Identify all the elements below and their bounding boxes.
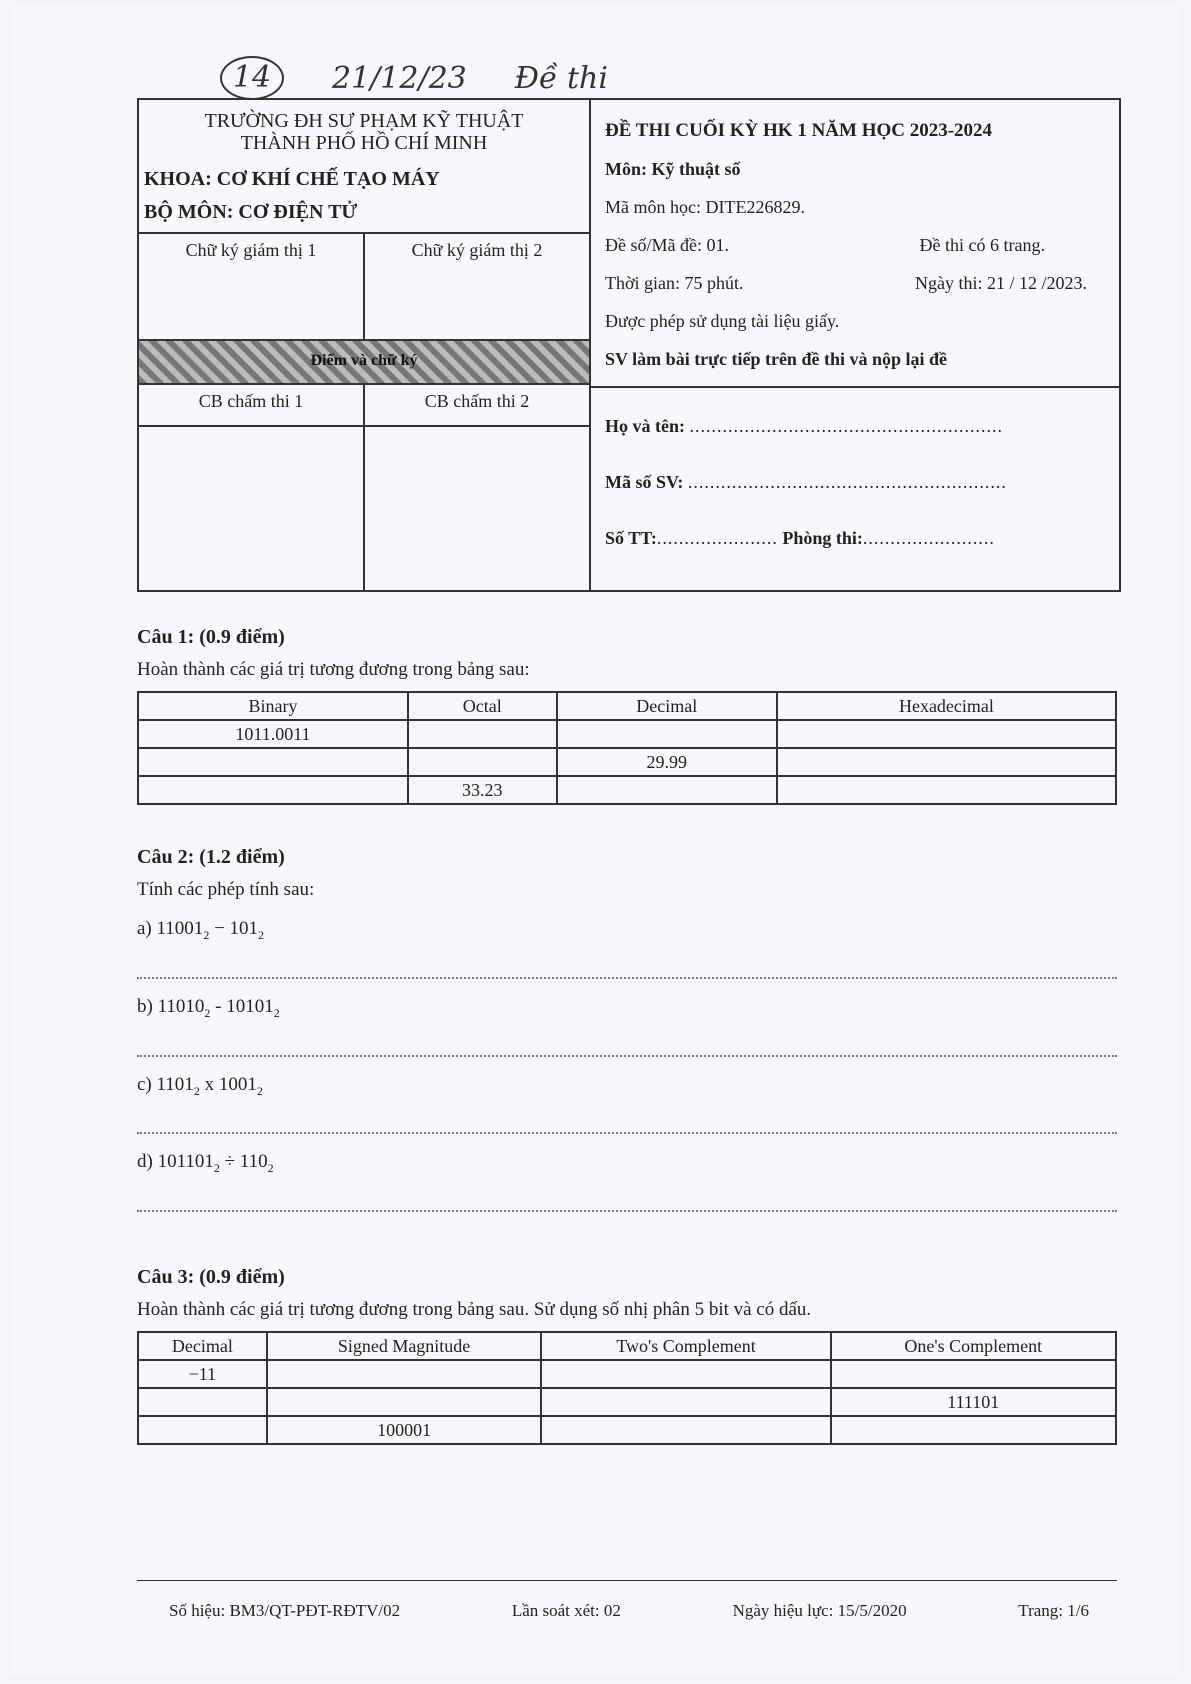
grader-1-label: CB chấm thi 1 [139, 385, 365, 425]
table-row [138, 776, 1116, 804]
q2-d-answer-line[interactable] [137, 1180, 1117, 1212]
table-row [138, 720, 1116, 748]
q1-header-row [138, 692, 1116, 720]
q3-cell[interactable] [267, 1388, 542, 1416]
q1-cell[interactable] [408, 748, 557, 776]
q1-header: Decimal [557, 692, 777, 720]
base-subscript: 2 [267, 1161, 274, 1176]
school-name [139, 100, 589, 154]
exam-no-row [605, 226, 1105, 264]
table-row [138, 1360, 1116, 1388]
base-subscript: 2 [203, 927, 210, 942]
base-subscript: 2 [256, 1083, 263, 1098]
q2-b-operand: b) 11010 [137, 995, 205, 1017]
q2-c-operand: c) 1101 [137, 1073, 194, 1095]
table-row [138, 1416, 1116, 1444]
score-signature-bar: Điểm và chữ ký [139, 339, 589, 385]
faculty: KHOA: CƠ KHÍ CHẾ TẠO MÁY [144, 168, 440, 190]
q1-cell[interactable] [138, 776, 408, 804]
room-label: Phòng thi: [782, 528, 863, 548]
q3-cell[interactable] [267, 1360, 542, 1388]
q3-cell[interactable] [831, 1360, 1117, 1388]
q2-part-c [137, 1073, 1117, 1103]
student-id-field[interactable]: .......................................................... [687, 472, 1007, 492]
q3-cell: 100001 [267, 1416, 542, 1444]
q3-header: Decimal [138, 1332, 267, 1360]
grader-2-label: CB chấm thi 2 [424, 391, 530, 411]
question-2 [137, 846, 1117, 1228]
header-right [591, 100, 1119, 590]
base-subscript: 2 [193, 1083, 200, 1098]
grader-section [139, 385, 589, 590]
q1-header: Binary [138, 692, 408, 720]
proctor-1-signature: Chữ ký giám thị 1 [139, 234, 365, 339]
q3-header: One's Complement [831, 1332, 1117, 1360]
student-id-label: Mã số SV: [605, 472, 684, 492]
duration-row [605, 264, 1105, 302]
q3-cell[interactable] [138, 1416, 267, 1444]
q3-cell[interactable] [541, 1416, 830, 1444]
student-info [591, 386, 1119, 576]
q2-text: Tính các phép tính sau: [137, 879, 315, 900]
materials-note: Được phép sử dụng tài liệu giấy. [605, 311, 840, 331]
q2-d-operand: d) 101101 [137, 1151, 214, 1173]
q2-part-d [137, 1150, 1117, 1180]
q2-a-answer-line[interactable] [137, 947, 1117, 979]
q3-cell[interactable] [831, 1416, 1117, 1444]
handwritten-date: 21/12/23 [332, 60, 467, 96]
q1-title: Câu 1: (0.9 điểm) [137, 626, 285, 648]
room-field[interactable]: ........................ [862, 528, 995, 548]
q3-text: Hoàn thành các giá trị tương đương trong bảng sau. Sử dụng số nhị phân 5 bit và có dấu. [137, 1299, 812, 1320]
question-3 [137, 1266, 1117, 1445]
q1-cell[interactable] [138, 748, 408, 776]
exam-date: Ngày thi: 21 / 12 /2023. [915, 273, 1087, 293]
base-subscript: 2 [273, 1005, 280, 1020]
proctor-signatures [139, 232, 589, 339]
q2-d-operator: ÷ 110 [219, 1151, 268, 1173]
q1-cell[interactable] [408, 720, 557, 748]
exam-title: ĐỀ THI CUỐI KỲ HK 1 NĂM HỌC 2023-2024 [605, 120, 993, 141]
proctor-2-signature: Chữ ký giám thị 2 [411, 240, 543, 260]
q2-a-operand: a) 11001 [137, 918, 204, 939]
department: BỘ MÔN: CƠ ĐIỆN TỬ [144, 201, 358, 223]
q3-title: Câu 3: (0.9 điểm) [137, 1266, 285, 1288]
q3-cell: −11 [138, 1360, 267, 1388]
page-number: Trang: 1/6 [1018, 1601, 1089, 1620]
duration: Thời gian: 75 phút. [605, 273, 744, 293]
effective-date: Ngày hiệu lực: 15/5/2020 [732, 1601, 907, 1620]
school-line-2: THÀNH PHỐ HỒ CHÍ MINH [240, 132, 488, 154]
revision: Lần soát xét: 02 [511, 1601, 621, 1620]
course-code: Mã môn học: DITE226829. [605, 197, 805, 217]
q1-cell[interactable] [777, 720, 1116, 748]
handwritten-note [220, 56, 608, 100]
q1-cell[interactable] [777, 748, 1116, 776]
q3-header: Signed Magnitude [267, 1332, 542, 1360]
q1-cell[interactable] [557, 720, 777, 748]
header-left [139, 100, 591, 590]
stt-label: Số TT: [605, 528, 657, 548]
id-row [605, 454, 1105, 510]
grader-1-box [139, 427, 365, 590]
stt-room-row [605, 510, 1105, 566]
handwritten-label: Đề thi [514, 60, 608, 96]
name-field[interactable]: ......................................................... [689, 416, 1003, 436]
grader-boxes [139, 427, 589, 590]
base-subscript: 2 [213, 1161, 220, 1176]
q1-text: Hoàn thành các giá trị tương đương trong bảng sau: [137, 659, 530, 680]
instruction: SV làm bài trực tiếp trên đề thi và nộp lại đề [605, 349, 947, 369]
page-footer [137, 1580, 1117, 1621]
q1-table [137, 691, 1117, 805]
school-line-1: TRƯỜNG ĐH SƯ PHẠM KỸ THUẬT [204, 110, 524, 132]
name-row [605, 398, 1105, 454]
grader-2-box [365, 427, 589, 590]
handwritten-number: 14 [220, 56, 284, 100]
q2-part-a [137, 917, 1117, 947]
table-row [138, 748, 1116, 776]
q3-cell[interactable] [138, 1388, 267, 1416]
q1-cell: 33.23 [408, 776, 557, 804]
name-label: Họ và tên: [605, 416, 685, 436]
q2-b-operator: - 10101 [210, 995, 274, 1017]
exam-header-table [137, 98, 1121, 592]
q2-c-operator: x 1001 [199, 1073, 257, 1095]
q2-b-answer-line[interactable] [137, 1025, 1117, 1057]
q3-header: Two's Complement [541, 1332, 830, 1360]
base-subscript: 2 [204, 1005, 211, 1020]
q2-part-b [137, 995, 1117, 1025]
table-row [138, 1388, 1116, 1416]
q1-cell[interactable] [777, 776, 1116, 804]
q3-cell: 111101 [831, 1388, 1117, 1416]
q2-title: Câu 2: (1.2 điểm) [137, 846, 285, 868]
q1-cell: 1011.0011 [138, 720, 408, 748]
q1-header: Hexadecimal [777, 692, 1116, 720]
exam-info [591, 100, 1119, 378]
exam-page [10, 6, 1180, 1676]
q3-cell[interactable] [541, 1388, 830, 1416]
subject: Môn: Kỹ thuật số [605, 159, 741, 179]
grader-labels [139, 385, 589, 427]
page-count: Đề thi có 6 trang. [919, 235, 1045, 255]
q2-c-answer-line[interactable] [137, 1102, 1117, 1134]
q1-cell: 29.99 [557, 748, 777, 776]
q1-header: Octal [408, 692, 557, 720]
q3-table [137, 1331, 1117, 1445]
base-subscript: 2 [258, 927, 265, 942]
stt-field[interactable]: ...................... [656, 528, 778, 548]
question-1 [137, 626, 1117, 805]
form-code: Số hiệu: BM3/QT-PĐT-RĐTV/02 [169, 1601, 401, 1620]
q2-a-operator: − 101 [209, 918, 259, 939]
exam-number: Đề số/Mã đề: 01. [605, 235, 729, 255]
q1-cell[interactable] [557, 776, 777, 804]
q3-cell[interactable] [541, 1360, 830, 1388]
q3-header-row [138, 1332, 1116, 1360]
